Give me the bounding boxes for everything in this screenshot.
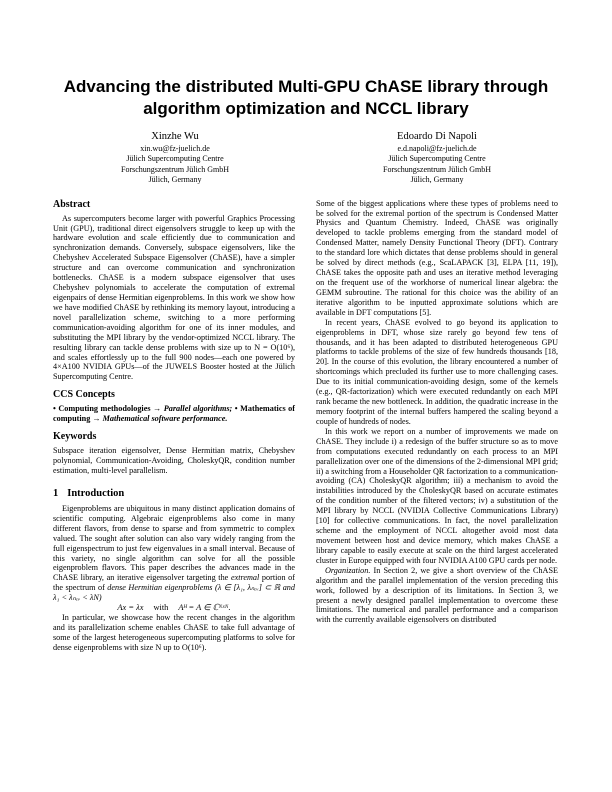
ccs-descriptor-1: Parallel algorithms; [163, 404, 233, 414]
author-block-1 [44, 131, 306, 186]
intro-p1-inline-math: eigenproblems (λ ∈ [λ₁, λₙₑᵥ] ⊂ ℝ and λ₁ < λₙₑᵥ < λN) [53, 583, 295, 603]
organization-lead: Organization. [325, 565, 371, 575]
right-paragraph-4 [316, 566, 558, 626]
equation-lhs: Ax = λx [117, 603, 144, 613]
ccs-text [53, 404, 295, 424]
right-column [316, 199, 558, 653]
author-name: Edoardo Di Napoli [397, 131, 477, 142]
section-title: Introduction [67, 487, 125, 499]
ccs-descriptor-2: Mathematical software performance. [102, 414, 228, 424]
author-affiliation-city: Jülich, Germany [148, 175, 202, 185]
author-block-row [0, 131, 612, 186]
ccs-arrow-1: → [150, 404, 164, 414]
author-affiliation-centre: Jülich Supercomputing Centre [388, 154, 486, 164]
ccs-heading: CCS Concepts [53, 389, 115, 401]
abstract-heading: Abstract [53, 198, 91, 210]
intro-p1-emphasis-dense-hermitian: dense Hermitian [107, 583, 163, 593]
author-affiliation-institution: Forschungszentrum Jülich GmbH [383, 164, 491, 174]
display-equation [53, 603, 295, 613]
author-affiliation-centre: Jülich Supercomputing Centre [126, 154, 224, 164]
section-1-heading [53, 487, 295, 500]
author-email: xin.wu@fz-juelich.de [140, 144, 210, 153]
keywords-text: Subspace iteration eigensolver, Dense Hermitian matrix, Chebyshev polynomial, Communication-Avoiding, CholeskyQR, condition number estimation, multi-level parallelism. [53, 446, 295, 475]
left-column [53, 199, 295, 653]
intro-paragraph-2: In particular, we showcase how the recent changes in the algorithm and its parallelization scheme enables ChASE to take full advantage of some of the largest heterogeneous supercomputing platforms to solve for dense eigenproblems with size N up to O(10⁶). [53, 613, 295, 652]
intro-p1-text: Eigenproblems are ubiquitous in many distinct application domains of scientific computing. Algebraic eigenproblems also come in many different flavors, from dense to sparse and from symmetric to complex valued. The sought after solution can also vary widely ranging from the full eigenspectrum to just few eigenvalues in a small interval. Because of this variety, no single algorithm can solve for all the possible eigenproblem flavors. This paper describes the advances made in the ChASE library, an iterative eigensolver targeting the [53, 503, 295, 583]
author-block-2 [306, 131, 568, 186]
author-email: e.d.napoli@fz-juelich.de [397, 144, 477, 153]
abstract-text: As supercomputers become larger with powerful Graphics Processing Unit (GPU), traditional direct eigensolvers struggle to keep up with the hardware evolution and scale efficiently due to communication and synchronization demands. Conversely, subspace eigensolvers, like the Chebyshev Accelerated Subspace Eigensolver (ChASE), have a simpler structure and can overcome communication and synchronization bottlenecks. ChASE is a modern subspace eigensolver that uses Chebyshev polynomials to accelerate the computation of extremal eigenpairs of dense Hermitian eigenproblems. In this work we show how we have modified ChASE by rethinking its memory layout, introducing a novel parallelization scheme, switching to a more performing communication-avoiding algorithm for one of its inner modules, and substituting the MPI library by the vendor-optimized NCCL library. The resulting library can tackle dense problems with size up to N = O(10⁶), and scales effortlessly up to the full 900 nodes—each one powered by 4×A100 NVIDIA GPUs—of the JUWELS Booster hosted at the Jülich Supercomputing Centre. [53, 213, 295, 382]
author-affiliation-city: Jülich, Germany [410, 175, 464, 185]
two-column-body [53, 199, 559, 653]
right-paragraph-3: In this work we report on a number of improvements we made on ChASE. They include i) a redesign of the buffer structure so as to move from computations executed redundantly on each process to an MPI parallelization over one of the dimensions of the 2-dimensional MPI grid; ii) a switching from a Householder QR factorization to a communication-avoiding (CA) CholeskyQR algorithm; iii) a mechanism to avoid the instabilities introduced by the CholeskyQR based on accurate estimates of the condition number of the filtered vectors; iv) a substitution of the MPI library by NCCL (NVIDIA Collective Communications Library) [10] for collective communications. In fact, the novel parallelization scheme and the employment of NCCL altogether avoid most data movement between host and device memory, which makes ChASE a library capable to easily execute at scale on the third largest accelerated cluster in Europe equipped with four NVIDIA A100 GPU cards per node. [316, 426, 558, 565]
ccs-bullet-2: • [232, 404, 241, 414]
ccs-bullet: • [53, 404, 59, 414]
author-affiliation-institution: Forschungszentrum Jülich GmbH [121, 164, 229, 174]
ccs-category-2: Mathematics of computing [53, 404, 295, 424]
right-paragraph-2: In recent years, ChASE evolved to go beyond its application to eigenproblems in DFT, whose size rarely go beyond few tens of thousands, and it has been adapted to distributed heterogeneous GPU platforms to tackle problems of the size of few hundreds thousands [18, 20]. In the course of this evolution, the library encountered a number of shortcomings which precluded its further use to more challenging cases. Due to its initial communication-avoiding design, some of the kernels (e.g., QR-factorization) which were executed redundantly on each MPI rank became the new bottleneck. In addition, the quadratic increase in the memory footprint of the internal buffers hampered the scaling beyond a couple of hundreds of nodes. [316, 317, 558, 426]
intro-p1-emphasis-extremal: extremal [230, 573, 260, 583]
paper-title: Advancing the distributed Multi-GPU ChASE library through algorithm optimization and NCCL library [63, 77, 549, 118]
equation-with: with [153, 603, 169, 613]
ccs-category-1: Computing methodologies [58, 404, 151, 414]
organization-text: In Section 2, we give a short overview of the ChASE algorithm and the parallel implementation of the version preceding this work, followed by a description of its limitations. In Section 3, we present a newly designed parallel implementation to overcome these limitations. The numerical and parallel performance and a comparison with the currently available eigensolvers on distributed [316, 565, 558, 625]
intro-p1-text: portion of the spectrum of [53, 573, 295, 593]
ccs-arrow-2: → [90, 414, 103, 424]
section-number: 1 [53, 487, 59, 499]
equation-rhs: Aᴴ = A ∈ ℂᴺˣᴺ. [178, 603, 231, 613]
keywords-heading: Keywords [53, 431, 97, 443]
author-name: Xinzhe Wu [151, 131, 199, 142]
right-paragraph-1: Some of the biggest applications where these types of problems need to be solved for the extremal portion of the spectrum is Condensed Matter Physics and Quantum Chemistry. Indeed, ChASE was originally developed to tackle problems emerging from the standard model of Condensed Matter, namely Density Functional Theory (DFT). Contrary to the standard lore which dictates that dense problems should in general be solved by direct methods (e.g., ScaLAPACK [3], ELPA [11, 19]), ChASE takes the opposite path and uses an iterative method leveraging on the frequent use of the workhorse of numerical linear algebra: the GEMM subroutine. The rational for this choice was the ability of an iterative algorithm to be inputted approximate solutions which are available in DFT computations [5]. [316, 198, 558, 317]
intro-paragraph-1 [53, 504, 295, 603]
